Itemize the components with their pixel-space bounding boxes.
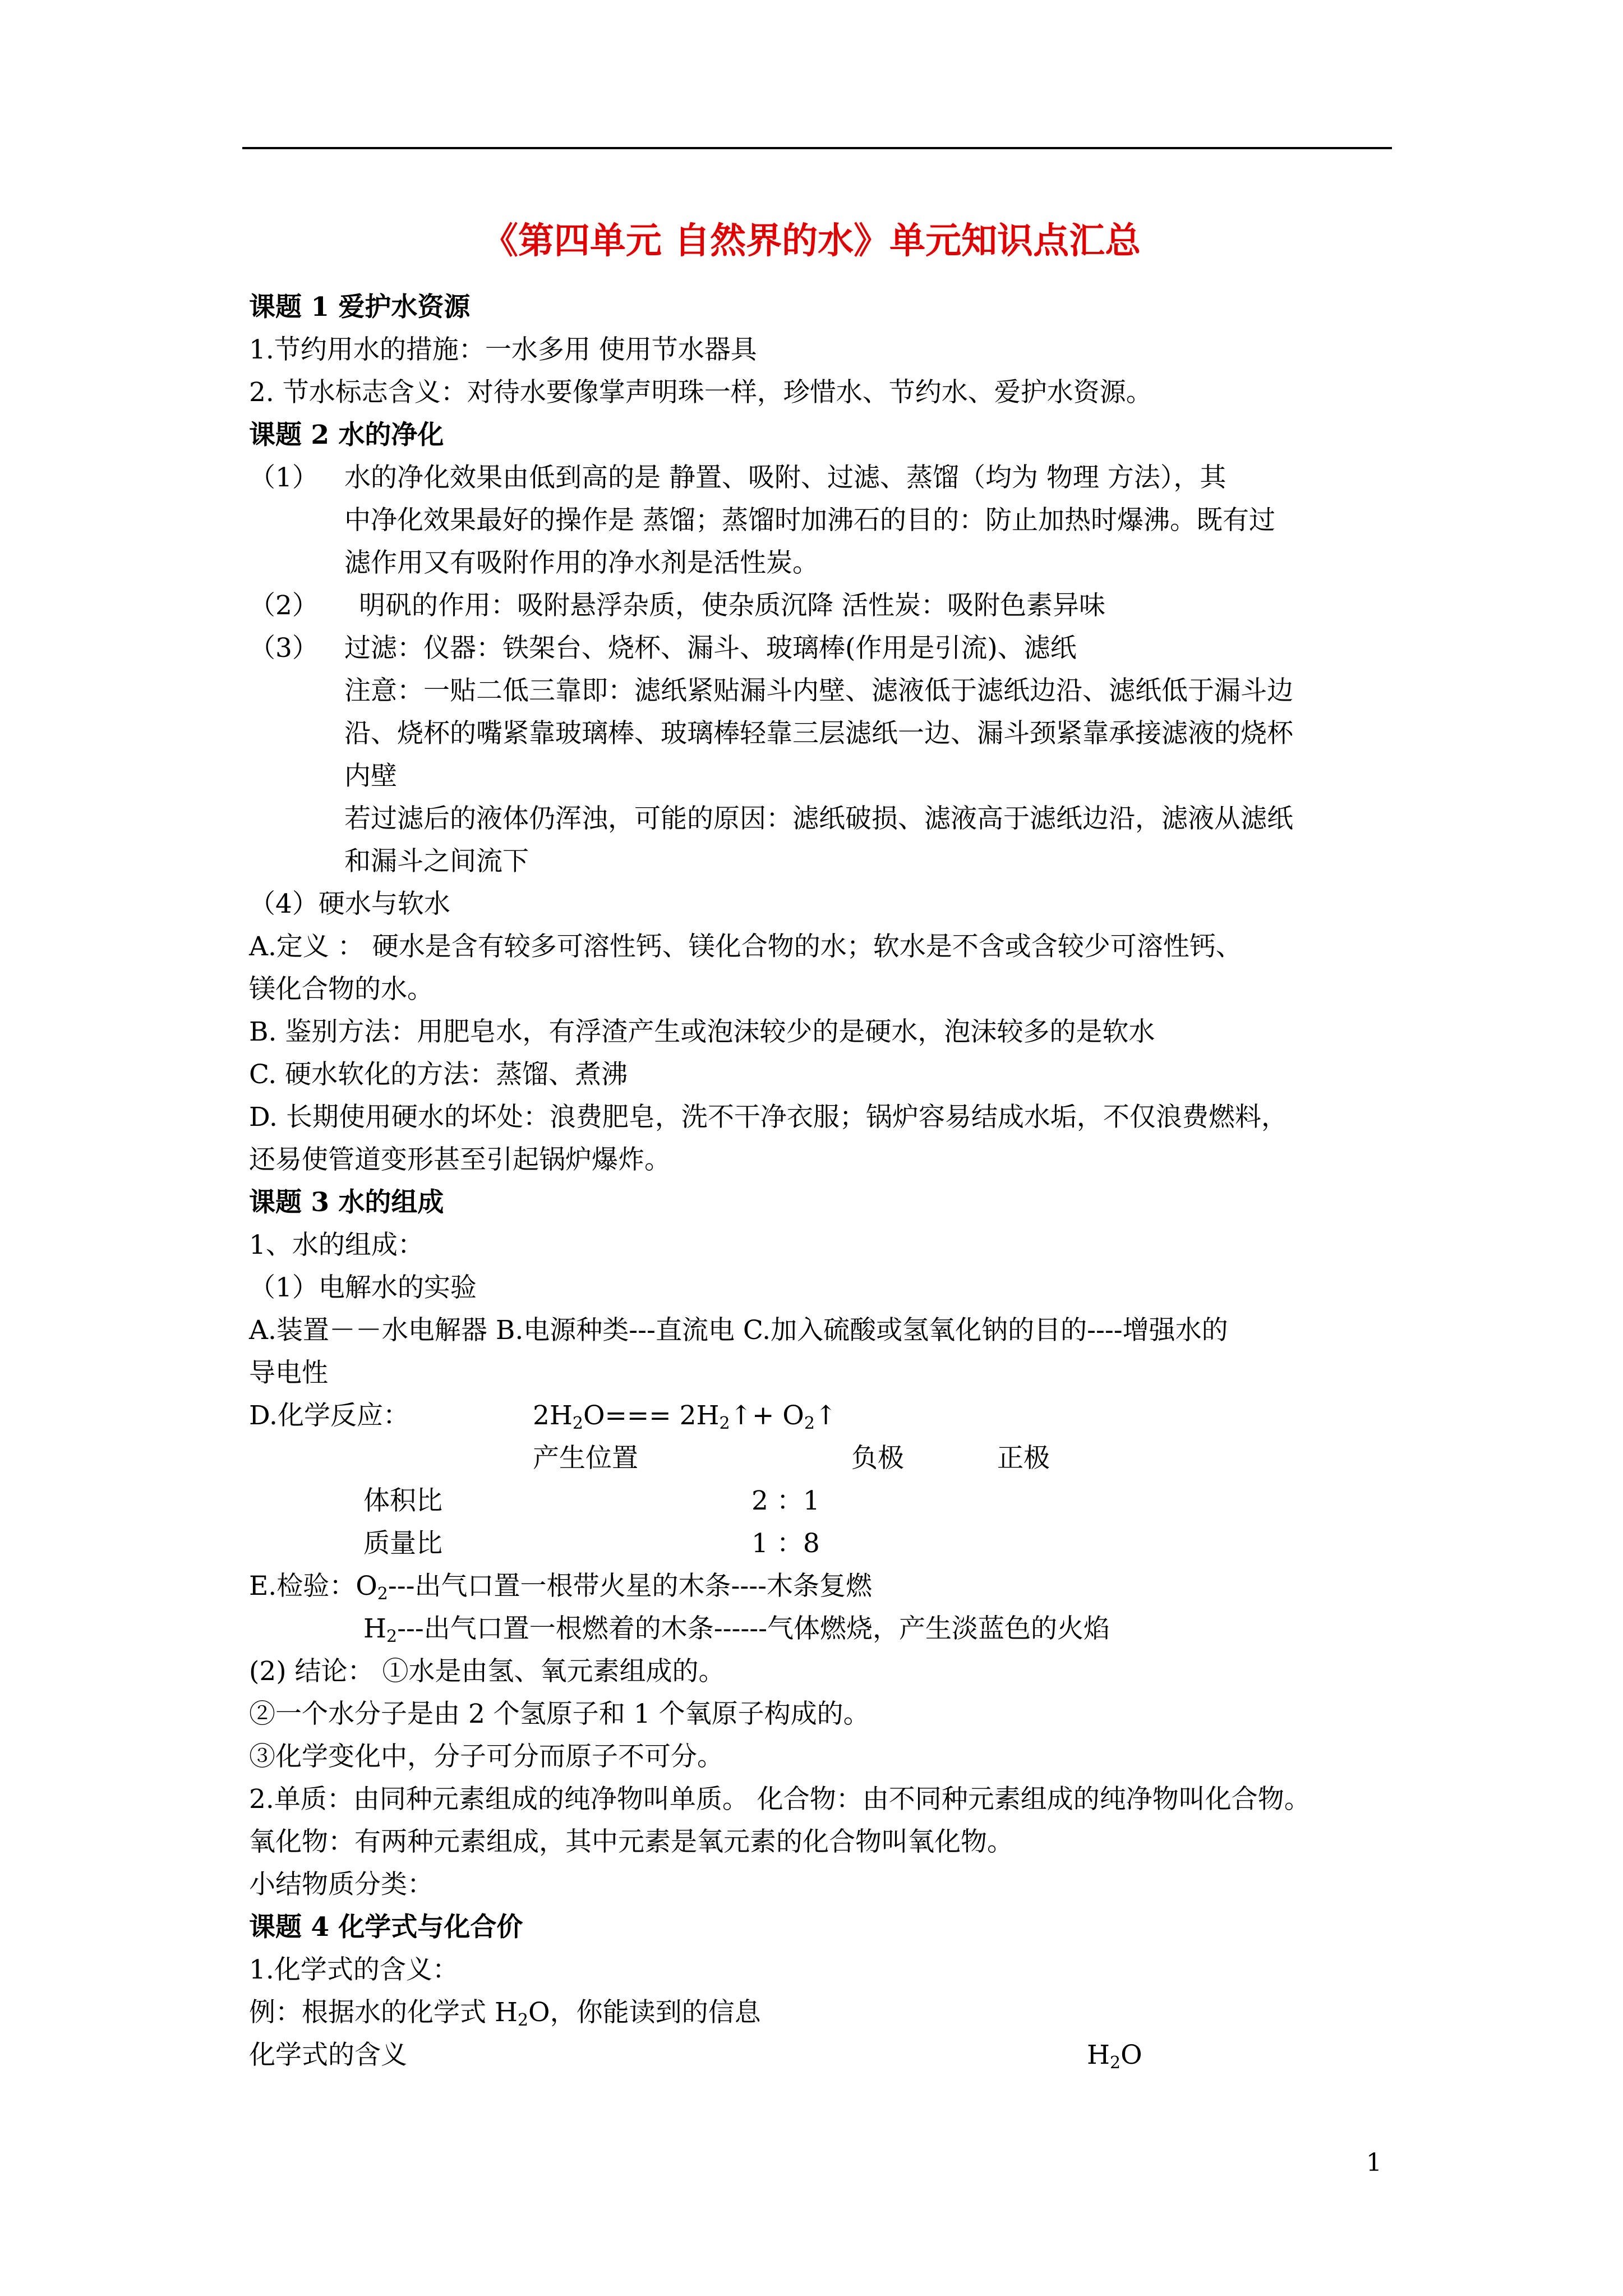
page-title: 《第四单元 自然界的水》单元知识点汇总: [482, 220, 1141, 262]
text-line: 和漏斗之间流下: [344, 846, 529, 877]
water-formula: $H_2O$: [1087, 2040, 1142, 2073]
text-line: 2. 节水标志含义：对待水要像掌声明珠一样，珍惜水、节约水、爱护水资源。: [249, 377, 1152, 408]
text-line: 1、水的组成：: [249, 1230, 424, 1260]
text-line: 水的净化效果由低到高的是 静置、吸附、过滤、蒸馏（均为 物理 方法），其: [344, 462, 1227, 493]
formula-example-line: 例：根据水的化学式 $H_2O$，你能读到的信息: [249, 1997, 761, 2030]
section-heading: 课题 1 爱护水资源: [249, 292, 471, 323]
text-line: 还易使管道变形甚至引起锅炉爆炸。: [249, 1144, 671, 1175]
text-line: 小结物质分类：: [249, 1869, 434, 1900]
text-line: D.化学反应：: [249, 1400, 409, 1431]
text-line: ③化学变化中，分子可分而原子不可分。: [249, 1741, 723, 1772]
text-line: 负极: [851, 1443, 904, 1474]
electrolysis-equation: $2H_2O===$ $2H_2↑+$ $O_2↑$: [533, 1400, 837, 1433]
text-line: 正极: [997, 1443, 1050, 1474]
text-line: （4）硬水与软水: [249, 889, 450, 919]
text-line: (2) 结论： ①水是由氢、氧元素组成的。: [249, 1656, 725, 1687]
text-line: （2）: [249, 590, 319, 621]
text-line: 中净化效果最好的操作是 蒸馏；蒸馏时加沸石的目的：防止加热时爆沸。既有过: [344, 505, 1275, 536]
text-line: 体积比: [363, 1485, 442, 1516]
section-heading: 课题 2 水的净化: [249, 420, 444, 450]
text-line: 明矾的作用：吸附悬浮杂质，使杂质沉降 活性炭：吸附色素异味: [359, 590, 1105, 621]
text-line: 2.单质：由同种元素组成的纯净物叫单质。 化合物：由不同种元素组成的纯净物叫化合物。: [249, 1784, 1311, 1815]
text-line: （1）: [249, 462, 319, 493]
text-line: C. 硬水软化的方法：蒸馏、煮沸: [249, 1059, 628, 1090]
text-line: 质量比: [363, 1528, 442, 1559]
text-line: 注意：一贴二低三靠即：滤纸紧贴漏斗内壁、滤液低于滤纸边沿、滤纸低于漏斗边: [344, 675, 1293, 706]
text-line: 导电性: [249, 1358, 328, 1388]
text-line: D. 长期使用硬水的坏处：浪费肥皂，洗不干净衣服；锅炉容易结成水垢，不仅浪费燃料，: [249, 1102, 1288, 1133]
text-line: A.定义 ： 硬水是含有较多可溶性钙、镁化合物的水；软水是不含或含较少可溶性钙、: [249, 931, 1242, 962]
text-line: 若过滤后的液体仍浑浊，可能的原因：滤纸破损、滤液高于滤纸边沿，滤液从滤纸: [344, 803, 1293, 834]
text-line: 1.化学式的含义：: [249, 1954, 459, 1985]
page-number: 1: [1366, 2148, 1382, 2177]
text-line: 过滤：仪器：铁架台、烧杯、漏斗、玻璃棒(作用是引流)、滤纸: [344, 633, 1077, 664]
text-line: 氧化物：有两种元素组成，其中元素是氧元素的化合物叫氧化物。: [249, 1826, 1013, 1857]
text-line: 滤作用又有吸附作用的净水剂是活性炭。: [344, 547, 819, 578]
text-line: （3）: [249, 633, 319, 664]
oxygen-test-line: E.检验：$O_2---$出气口置一根带火星的木条----木条复燃: [249, 1571, 873, 1604]
text-line: 1 ：8: [751, 1528, 820, 1559]
section-heading: 课题 4 化学式与化合价: [249, 1912, 523, 1943]
text-line: 2 ：1: [751, 1485, 820, 1516]
text-line: 沿、烧杯的嘴紧靠玻璃棒、玻璃棒轻靠三层滤纸一边、漏斗颈紧靠承接滤液的烧杯: [344, 718, 1293, 749]
text-line: 内壁: [344, 761, 397, 792]
text-line: A.装置－－水电解器 B.电源种类---直流电 C.加入硫酸或氢氧化钠的目的----增强水的: [249, 1315, 1228, 1346]
text-line: 镁化合物的水。: [249, 974, 434, 1005]
text-line: （1）电解水的实验: [249, 1272, 477, 1303]
header-rule: [242, 147, 1392, 149]
text-line: 化学式的含义: [249, 2040, 407, 2070]
hydrogen-test-line: $H_2---$出气口置一根燃着的木条------气体燃烧，产生淡蓝色的火焰: [363, 1613, 1110, 1646]
text-line: 1.节约用水的措施：一水多用 使用节水器具: [249, 334, 757, 365]
text-line: B. 鉴别方法：用肥皂水，有浮渣产生或泡沫较少的是硬水，泡沫较多的是软水: [249, 1016, 1155, 1047]
text-line: ②一个水分子是由 2 个氢原子和 1 个氧原子构成的。: [249, 1699, 870, 1729]
section-heading: 课题 3 水的组成: [249, 1187, 444, 1218]
text-line: 产生位置: [533, 1443, 638, 1474]
